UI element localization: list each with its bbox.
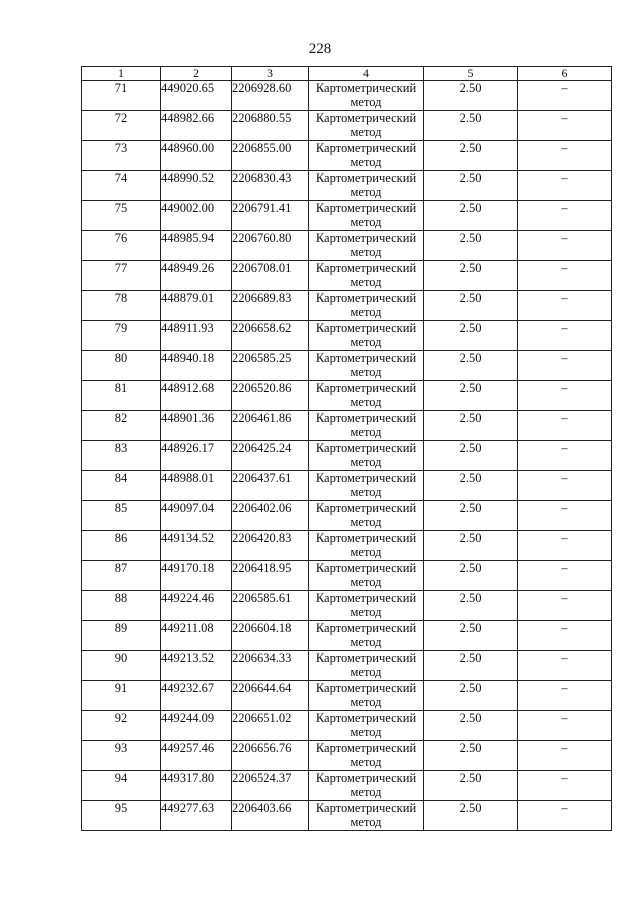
accuracy-cell: 2.50 (424, 381, 518, 411)
note-cell: – (518, 231, 612, 261)
accuracy-cell: 2.50 (424, 771, 518, 801)
table-row (82, 801, 612, 831)
y-coordinate-cell: 2206928.60 (232, 81, 309, 111)
table-body (82, 81, 612, 831)
accuracy-cell: 2.50 (424, 471, 518, 501)
method-cell: Картометрический метод (309, 351, 424, 381)
note-cell: – (518, 711, 612, 741)
point-number-cell: 79 (82, 321, 161, 351)
note-cell: – (518, 411, 612, 441)
x-coordinate-cell: 448960.00 (161, 141, 232, 171)
note-cell: – (518, 801, 612, 831)
y-coordinate-cell: 2206791.41 (232, 201, 309, 231)
y-coordinate-cell: 2206658.62 (232, 321, 309, 351)
x-coordinate-cell: 448901.36 (161, 411, 232, 441)
note-cell: – (518, 651, 612, 681)
table-row (82, 771, 612, 801)
point-number-cell: 78 (82, 291, 161, 321)
table-row (82, 621, 612, 651)
point-number-cell: 92 (82, 711, 161, 741)
note-cell: – (518, 291, 612, 321)
accuracy-cell: 2.50 (424, 561, 518, 591)
y-coordinate-cell: 2206403.66 (232, 801, 309, 831)
x-coordinate-cell: 449020.65 (161, 81, 232, 111)
point-number-cell: 84 (82, 471, 161, 501)
y-coordinate-cell: 2206830.43 (232, 171, 309, 201)
table-row (82, 381, 612, 411)
table-row (82, 681, 612, 711)
accuracy-cell: 2.50 (424, 501, 518, 531)
y-coordinate-cell: 2206708.01 (232, 261, 309, 291)
table-row (82, 591, 612, 621)
table-row (82, 531, 612, 561)
table-row (82, 711, 612, 741)
method-cell: Картометрический метод (309, 261, 424, 291)
point-number-cell: 91 (82, 681, 161, 711)
y-coordinate-cell: 2206880.55 (232, 111, 309, 141)
point-number-cell: 89 (82, 621, 161, 651)
x-coordinate-cell: 449244.09 (161, 711, 232, 741)
x-coordinate-cell: 449317.80 (161, 771, 232, 801)
column-header-6: 6 (518, 67, 612, 81)
note-cell: – (518, 591, 612, 621)
table-row (82, 291, 612, 321)
point-number-cell: 82 (82, 411, 161, 441)
method-cell: Картометрический метод (309, 501, 424, 531)
x-coordinate-cell: 448926.17 (161, 441, 232, 471)
y-coordinate-cell: 2206644.64 (232, 681, 309, 711)
y-coordinate-cell: 2206524.37 (232, 771, 309, 801)
x-coordinate-cell: 449211.08 (161, 621, 232, 651)
method-cell: Картометрический метод (309, 741, 424, 771)
accuracy-cell: 2.50 (424, 441, 518, 471)
table-row (82, 111, 612, 141)
y-coordinate-cell: 2206418.95 (232, 561, 309, 591)
point-number-cell: 94 (82, 771, 161, 801)
note-cell: – (518, 381, 612, 411)
accuracy-cell: 2.50 (424, 291, 518, 321)
x-coordinate-cell: 449134.52 (161, 531, 232, 561)
point-number-cell: 74 (82, 171, 161, 201)
point-number-cell: 71 (82, 81, 161, 111)
method-cell: Картометрический метод (309, 471, 424, 501)
x-coordinate-cell: 449277.63 (161, 801, 232, 831)
y-coordinate-cell: 2206420.83 (232, 531, 309, 561)
table-row (82, 141, 612, 171)
y-coordinate-cell: 2206585.61 (232, 591, 309, 621)
point-number-cell: 81 (82, 381, 161, 411)
accuracy-cell: 2.50 (424, 321, 518, 351)
method-cell: Картометрический метод (309, 171, 424, 201)
method-cell: Картометрический метод (309, 81, 424, 111)
accuracy-cell: 2.50 (424, 171, 518, 201)
accuracy-cell: 2.50 (424, 621, 518, 651)
accuracy-cell: 2.50 (424, 411, 518, 441)
method-cell: Картометрический метод (309, 111, 424, 141)
method-cell: Картометрический метод (309, 711, 424, 741)
note-cell: – (518, 111, 612, 141)
method-cell: Картометрический метод (309, 531, 424, 561)
x-coordinate-cell: 448912.68 (161, 381, 232, 411)
x-coordinate-cell: 449232.67 (161, 681, 232, 711)
y-coordinate-cell: 2206425.24 (232, 441, 309, 471)
column-header-4: 4 (309, 67, 424, 81)
note-cell: – (518, 681, 612, 711)
accuracy-cell: 2.50 (424, 111, 518, 141)
note-cell: – (518, 621, 612, 651)
accuracy-cell: 2.50 (424, 261, 518, 291)
accuracy-cell: 2.50 (424, 591, 518, 621)
method-cell: Картометрический метод (309, 141, 424, 171)
column-header-3: 3 (232, 67, 309, 81)
x-coordinate-cell: 449097.04 (161, 501, 232, 531)
point-number-cell: 90 (82, 651, 161, 681)
method-cell: Картометрический метод (309, 561, 424, 591)
point-number-cell: 73 (82, 141, 161, 171)
column-header-1: 1 (82, 67, 161, 81)
method-cell: Картометрический метод (309, 381, 424, 411)
y-coordinate-cell: 2206604.18 (232, 621, 309, 651)
y-coordinate-cell: 2206402.06 (232, 501, 309, 531)
method-cell: Картометрический метод (309, 591, 424, 621)
point-number-cell: 93 (82, 741, 161, 771)
y-coordinate-cell: 2206760.80 (232, 231, 309, 261)
method-cell: Картометрический метод (309, 651, 424, 681)
point-number-cell: 95 (82, 801, 161, 831)
point-number-cell: 87 (82, 561, 161, 591)
method-cell: Картометрический метод (309, 771, 424, 801)
x-coordinate-cell: 449224.46 (161, 591, 232, 621)
accuracy-cell: 2.50 (424, 531, 518, 561)
table-row (82, 411, 612, 441)
note-cell: – (518, 171, 612, 201)
y-coordinate-cell: 2206651.02 (232, 711, 309, 741)
accuracy-cell: 2.50 (424, 351, 518, 381)
coordinates-table (81, 66, 612, 831)
x-coordinate-cell: 449170.18 (161, 561, 232, 591)
column-header-2: 2 (161, 67, 232, 81)
note-cell: – (518, 771, 612, 801)
point-number-cell: 88 (82, 591, 161, 621)
method-cell: Картометрический метод (309, 621, 424, 651)
x-coordinate-cell: 449002.00 (161, 201, 232, 231)
page-number: 228 (308, 41, 332, 57)
table-row (82, 261, 612, 291)
note-cell: – (518, 201, 612, 231)
note-cell: – (518, 351, 612, 381)
table-row (82, 441, 612, 471)
y-coordinate-cell: 2206855.00 (232, 141, 309, 171)
note-cell: – (518, 441, 612, 471)
accuracy-cell: 2.50 (424, 681, 518, 711)
method-cell: Картометрический метод (309, 441, 424, 471)
table-row (82, 561, 612, 591)
point-number-cell: 85 (82, 501, 161, 531)
note-cell: – (518, 141, 612, 171)
column-header-5: 5 (424, 67, 518, 81)
table-row (82, 321, 612, 351)
x-coordinate-cell: 449257.46 (161, 741, 232, 771)
accuracy-cell: 2.50 (424, 801, 518, 831)
y-coordinate-cell: 2206689.83 (232, 291, 309, 321)
point-number-cell: 83 (82, 441, 161, 471)
note-cell: – (518, 261, 612, 291)
table-row (82, 741, 612, 771)
x-coordinate-cell: 448940.18 (161, 351, 232, 381)
accuracy-cell: 2.50 (424, 231, 518, 261)
table-row (82, 351, 612, 381)
x-coordinate-cell: 448982.66 (161, 111, 232, 141)
table-row (82, 501, 612, 531)
accuracy-cell: 2.50 (424, 201, 518, 231)
y-coordinate-cell: 2206520.86 (232, 381, 309, 411)
table-row (82, 651, 612, 681)
y-coordinate-cell: 2206585.25 (232, 351, 309, 381)
accuracy-cell: 2.50 (424, 81, 518, 111)
x-coordinate-cell: 448949.26 (161, 261, 232, 291)
note-cell: – (518, 471, 612, 501)
x-coordinate-cell: 448985.94 (161, 231, 232, 261)
method-cell: Картометрический метод (309, 681, 424, 711)
point-number-cell: 75 (82, 201, 161, 231)
table-header-row (82, 67, 612, 81)
accuracy-cell: 2.50 (424, 711, 518, 741)
table-row (82, 471, 612, 501)
point-number-cell: 80 (82, 351, 161, 381)
point-number-cell: 77 (82, 261, 161, 291)
note-cell: – (518, 501, 612, 531)
note-cell: – (518, 81, 612, 111)
x-coordinate-cell: 448990.52 (161, 171, 232, 201)
y-coordinate-cell: 2206656.76 (232, 741, 309, 771)
accuracy-cell: 2.50 (424, 741, 518, 771)
note-cell: – (518, 531, 612, 561)
method-cell: Картометрический метод (309, 201, 424, 231)
accuracy-cell: 2.50 (424, 141, 518, 171)
x-coordinate-cell: 448911.93 (161, 321, 232, 351)
point-number-cell: 72 (82, 111, 161, 141)
note-cell: – (518, 561, 612, 591)
table-row (82, 171, 612, 201)
method-cell: Картометрический метод (309, 231, 424, 261)
table-row (82, 231, 612, 261)
method-cell: Картометрический метод (309, 411, 424, 441)
note-cell: – (518, 321, 612, 351)
table-row (82, 81, 612, 111)
method-cell: Картометрический метод (309, 321, 424, 351)
note-cell: – (518, 741, 612, 771)
y-coordinate-cell: 2206437.61 (232, 471, 309, 501)
point-number-cell: 76 (82, 231, 161, 261)
x-coordinate-cell: 448988.01 (161, 471, 232, 501)
accuracy-cell: 2.50 (424, 651, 518, 681)
method-cell: Картометрический метод (309, 291, 424, 321)
x-coordinate-cell: 448879.01 (161, 291, 232, 321)
table-row (82, 201, 612, 231)
point-number-cell: 86 (82, 531, 161, 561)
y-coordinate-cell: 2206461.86 (232, 411, 309, 441)
y-coordinate-cell: 2206634.33 (232, 651, 309, 681)
x-coordinate-cell: 449213.52 (161, 651, 232, 681)
method-cell: Картометрический метод (309, 801, 424, 831)
